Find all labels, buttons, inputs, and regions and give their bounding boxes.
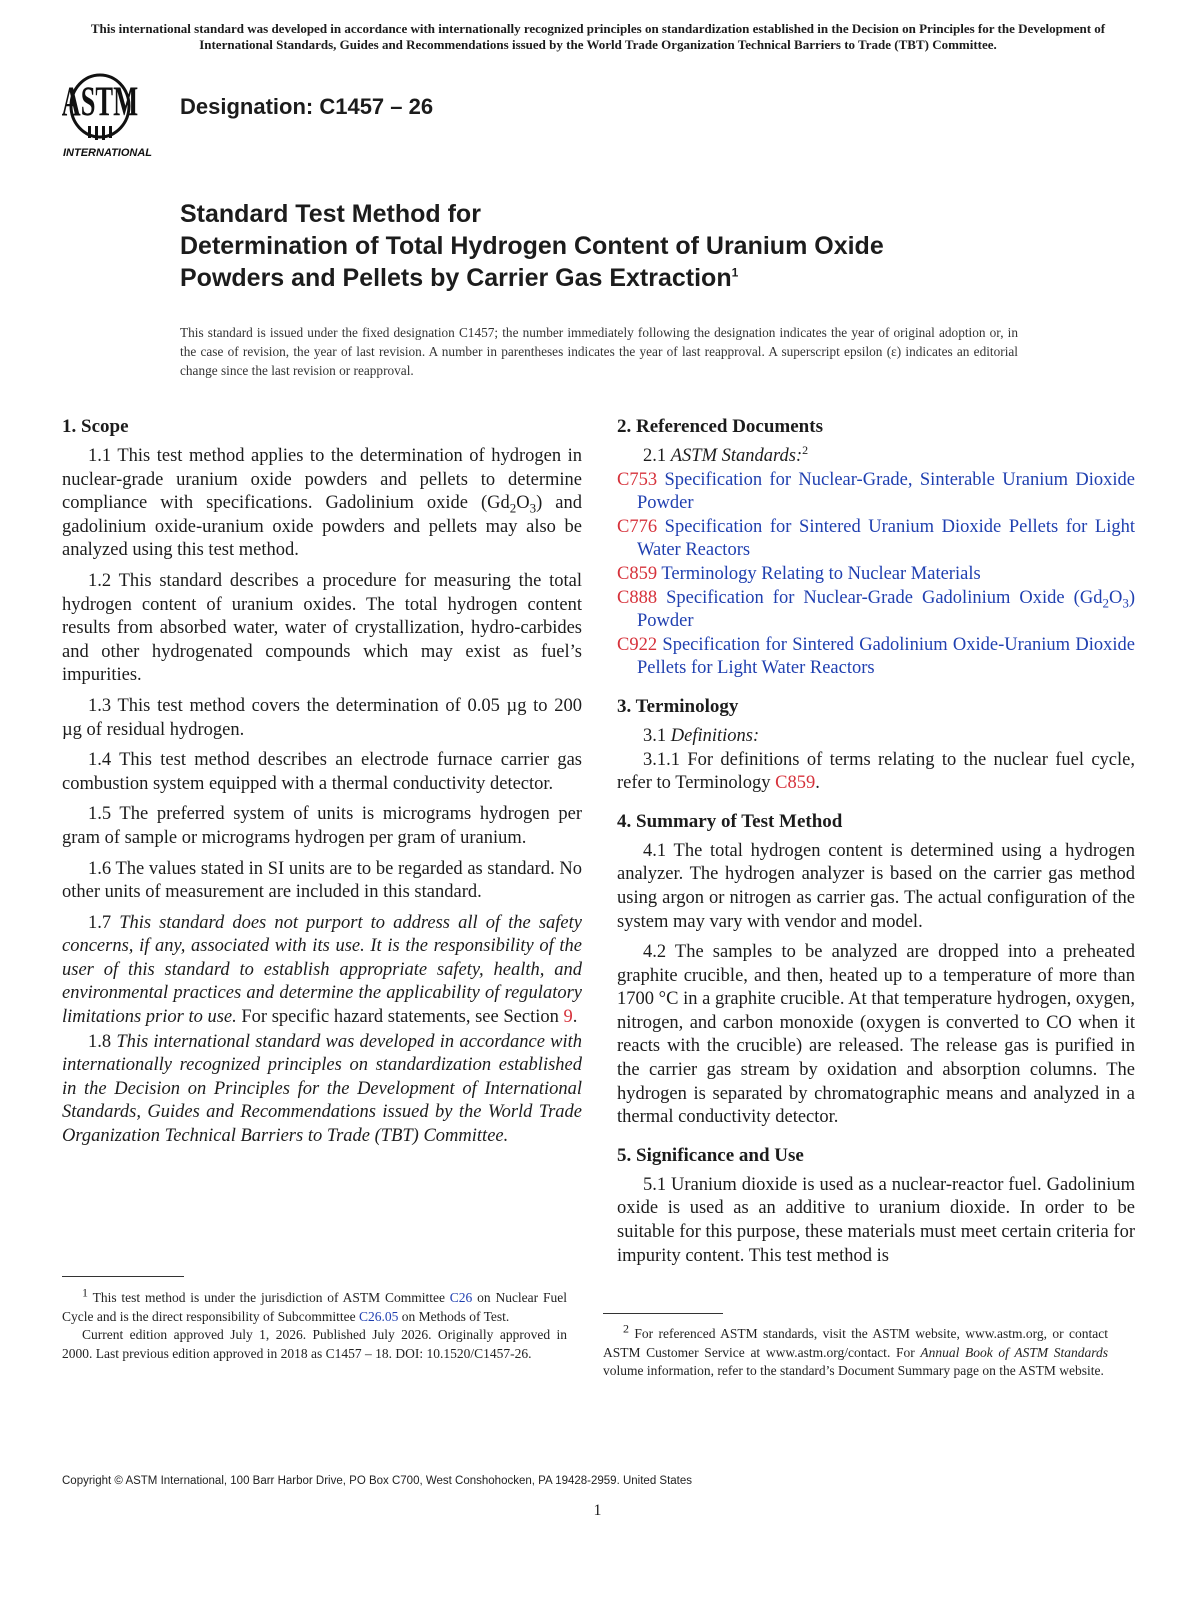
ref-title: Specification for Sintered Gadolinium Oxide-Uranium Dioxide Pellets for Light Water Reactors [637, 634, 1135, 679]
para-1-1-text-b: ) and gadolinium oxide-uranium oxide powders and pellets may also be analyzed using this test method. [62, 493, 582, 561]
c26-link[interactable]: C26 [449, 1290, 473, 1305]
footnote-1-text-c: on Methods of Test. [398, 1308, 510, 1324]
para-3-1 [617, 725, 1135, 749]
title-line-1: Standard Test Method for [180, 200, 481, 228]
para-2-1 [617, 442, 1135, 469]
footnote-2 [603, 1321, 1108, 1381]
footnote-2-italic: Annual Book of ASTM Standards [920, 1344, 1108, 1360]
para-4-1: 4.1 The total hydrogen content is determined using a hydrogen analyzer. The hydrogen analyzer is based on the carrier gas method using argon or nitrogen as carrier gas. The actual configuration of the system may vary with vendor and model. [617, 840, 1135, 932]
issuance-statement: This standard is issued under the fixed designation C1457; the number immediately following the designation indicates the year of original adoption or, in the case of revision, the year of last revision. A number in parentheses indicates the year of last reapproval. A superscript epsilon (ε) indicates an editorial change since the last revision or reapproval. [180, 325, 1018, 378]
para-3-1-1-end: . [815, 773, 820, 794]
para-1-7-end: . [572, 1007, 578, 1028]
ref-title-b: ) Powder [637, 587, 1135, 632]
ref-c922[interactable] [617, 634, 1135, 681]
left-column [62, 415, 582, 1156]
title-line-3-text: Powders and Pellets by Carrier Gas Extraction [180, 264, 732, 292]
para-1-8-num: 1.8 [88, 1031, 112, 1052]
para-1-7-tail: For specific hazard statements, see Section [236, 1007, 564, 1028]
para-1-7 [62, 912, 582, 1030]
para-3-1-text: Definitions: [670, 725, 760, 746]
page-number: 1 [593, 1502, 602, 1519]
reference-list [617, 469, 1135, 681]
ref-c753[interactable] [617, 469, 1135, 516]
para-1-8-text: This international standard was developed in accordance with internationally recognized principles on standardization established in the Decision on Principles for the Development of International Standards, Guides and Recommendations issued by the World Trade Organization Technical Barriers to Trade (TBT) Committee. [62, 1031, 582, 1147]
section-1-heading: 1. Scope [62, 416, 129, 437]
para-3-1-num: 3.1 [643, 725, 671, 746]
section-9-link[interactable]: 9 [563, 1007, 573, 1028]
ref-title: Specification for Sintered Uranium Dioxide Pellets for Light Water Reactors [637, 516, 1135, 561]
ref-title: Terminology Relating to Nuclear Materials [657, 563, 981, 584]
footnote-1-para-2: Current edition approved July 1, 2026. Published July 2026. Originally approved in 2000. Last previous edition approved in 2018 as C1457 – 18. DOI: 10.1520/C1457-26. [62, 1327, 567, 1361]
para-1-7-text: This standard does not purport to address all of the safety concerns, if any, associated with its use. It is the responsibility of the user of this standard to establish appropriate safety, health, and environmental practices and determine the applicability of regulatory limitations prior to use. [62, 912, 582, 1028]
para-2-1-text: ASTM Standards: [670, 446, 803, 466]
footnote-2-mark-text: 2 [623, 1321, 629, 1336]
title-footnote-mark[interactable]: 1 [731, 265, 739, 280]
footnote-1-text-b: on Nuclear Fuel Cycle and is the direct responsibility of Subcommittee [62, 1290, 567, 1324]
para-1-1-text: 1.1 This test method applies to the determination of hydrogen in nuclear-grade uranium oxide powders and pellets to determine compliance with specifications. Gadolinium oxide (Gd [62, 446, 582, 514]
astm-logo [62, 72, 174, 164]
svg-text:ASTM: ASTM [62, 77, 139, 126]
ref-code: C922 [617, 634, 658, 655]
para-3-1-1-text: 3.1.1 For definitions of terms relating to the nuclear fuel cycle, refer to Terminology [617, 749, 1135, 794]
astm-logo-icon [62, 72, 174, 164]
title-line-2: Determination of Total Hydrogen Content of Uranium Oxide [180, 232, 884, 260]
footnote-1 [62, 1285, 567, 1363]
para-1-6: 1.6 The values stated in SI units are to be regarded as standard. No other units of measurement are included in this standard. [62, 858, 582, 903]
ref-title-a: Specification for Nuclear-Grade Gadolinium Oxide (Gd [657, 587, 1103, 608]
copyright-line: Copyright © ASTM International, 100 Barr Harbor Drive, PO Box C700, West Conshohocken, PA 19428-2959. United States [62, 1475, 693, 1487]
footnote-1-para-1 [62, 1285, 567, 1326]
para-1-1: 1.1 This test method applies to the determination of hydrogen in nuclear-grade uranium oxide powders and pellets to determine compliance with specifications. Gadolinium oxide $(Gd_2O_3)$ and gadolinium oxide-uranium oxide powders and pellets may also be analyzed using this test method. [62, 446, 582, 561]
right-column [617, 415, 1135, 1275]
ref-code: C859 [617, 563, 658, 584]
ref-c888[interactable] [617, 587, 1135, 634]
logo-subtext: INTERNATIONAL [63, 147, 153, 159]
footnote-2-mark[interactable]: 2 [802, 442, 809, 457]
footnote-2-para [603, 1321, 1108, 1381]
para-1-8 [62, 1031, 582, 1149]
para-1-4: 1.4 This test method describes an electrode furnace carrier gas combustion system equipped with a thermal conductivity detector. [62, 750, 582, 794]
section-3-heading: 3. Terminology [617, 695, 739, 717]
footnote-2-text-b: volume information, refer to the standard’s Document Summary page on the ASTM website. [603, 1363, 1104, 1378]
footnote-1-mark: 1 [82, 1285, 88, 1300]
ref-c776[interactable] [617, 516, 1135, 563]
ref-title: Specification for Nuclear-Grade Gadolinium Oxide $(Gd_2O_3)$ Powder [637, 587, 1135, 632]
para-1-3: 1.3 This test method covers the determination of 0.05 µg to 200 µg of residual hydrogen. [62, 695, 582, 740]
para-1-7-num: 1.7 [88, 912, 112, 933]
c859-link[interactable]: C859 [775, 773, 816, 794]
footnote-rule-left [62, 1276, 184, 1277]
footnote-rule-right [603, 1313, 723, 1314]
ref-code: C888 [617, 587, 658, 608]
section-5-heading: 5. Significance and Use [617, 1144, 804, 1166]
designation: Designation: C1457 – 26 [180, 94, 434, 119]
para-4-2: 4.2 The samples to be analyzed are dropped into a preheated graphite crucible, and then, heated up to a temperature of more than 1700 °C in a graphite crucible. At that temperature hydrogen, oxygen, nitrogen, and carbon monoxide (oxygen is converted to CO when it reacts with the crucible) are released. The release gas is purified in the carrier gas stream by oxidation and absorption columns. The hydrogen is separated by chromatographic means and analyzed in a thermal conductivity detector. [617, 942, 1135, 1128]
section-4-heading: 4. Summary of Test Method [617, 810, 843, 832]
document-title [180, 198, 1080, 294]
para-1-5: 1.5 The preferred system of units is micrograms hydrogen per gram of sample or micrograms hydrogen per gram of uranium. [62, 804, 582, 848]
ref-c859[interactable] [617, 563, 1135, 587]
ref-code: C776 [617, 516, 658, 537]
ref-code: C753 [617, 469, 658, 490]
para-3-1-1 [617, 749, 1135, 796]
top-notice: This international standard was developed in accordance with internationally recognized principles on standardization established in the Decision on Principles for the Development of International Standards, Guides and Recommendations issued by the World Trade Organization Technical Barriers to Trade (TBT) Committee. [90, 21, 1106, 52]
para-5-1: 5.1 Uranium dioxide is used as a nuclear-reactor fuel. Gadolinium oxide is used as an additive to uranium dioxide. In order to be suitable for this purpose, these materials must meet certain criteria for impurity content. This test method is [617, 1174, 1135, 1266]
ref-title: Specification for Nuclear-Grade, Sinterable Uranium Dioxide Powder [637, 469, 1135, 514]
para-2-1-num: 2.1 [643, 446, 671, 466]
footnote-1-text-a: This test method is under the jurisdiction of ASTM Committee [88, 1290, 450, 1305]
c26-05-link[interactable]: C26.05 [358, 1308, 399, 1324]
section-2-heading: 2. Referenced Documents [617, 416, 823, 437]
title-line-3 [180, 262, 1080, 294]
footnote-2-text-a: For referenced ASTM standards, visit the ASTM website, www.astm.org, or contact ASTM Customer Service at www.astm.org/contact. For [603, 1326, 1108, 1360]
para-1-2: 1.2 This standard describes a procedure for measuring the total hydrogen content of uranium oxides. The total hydrogen content results from absorbed water, water of crystallization, hydro-carbides and other hydrogenated compounds which may exist as fuel’s impurities. [62, 570, 582, 686]
